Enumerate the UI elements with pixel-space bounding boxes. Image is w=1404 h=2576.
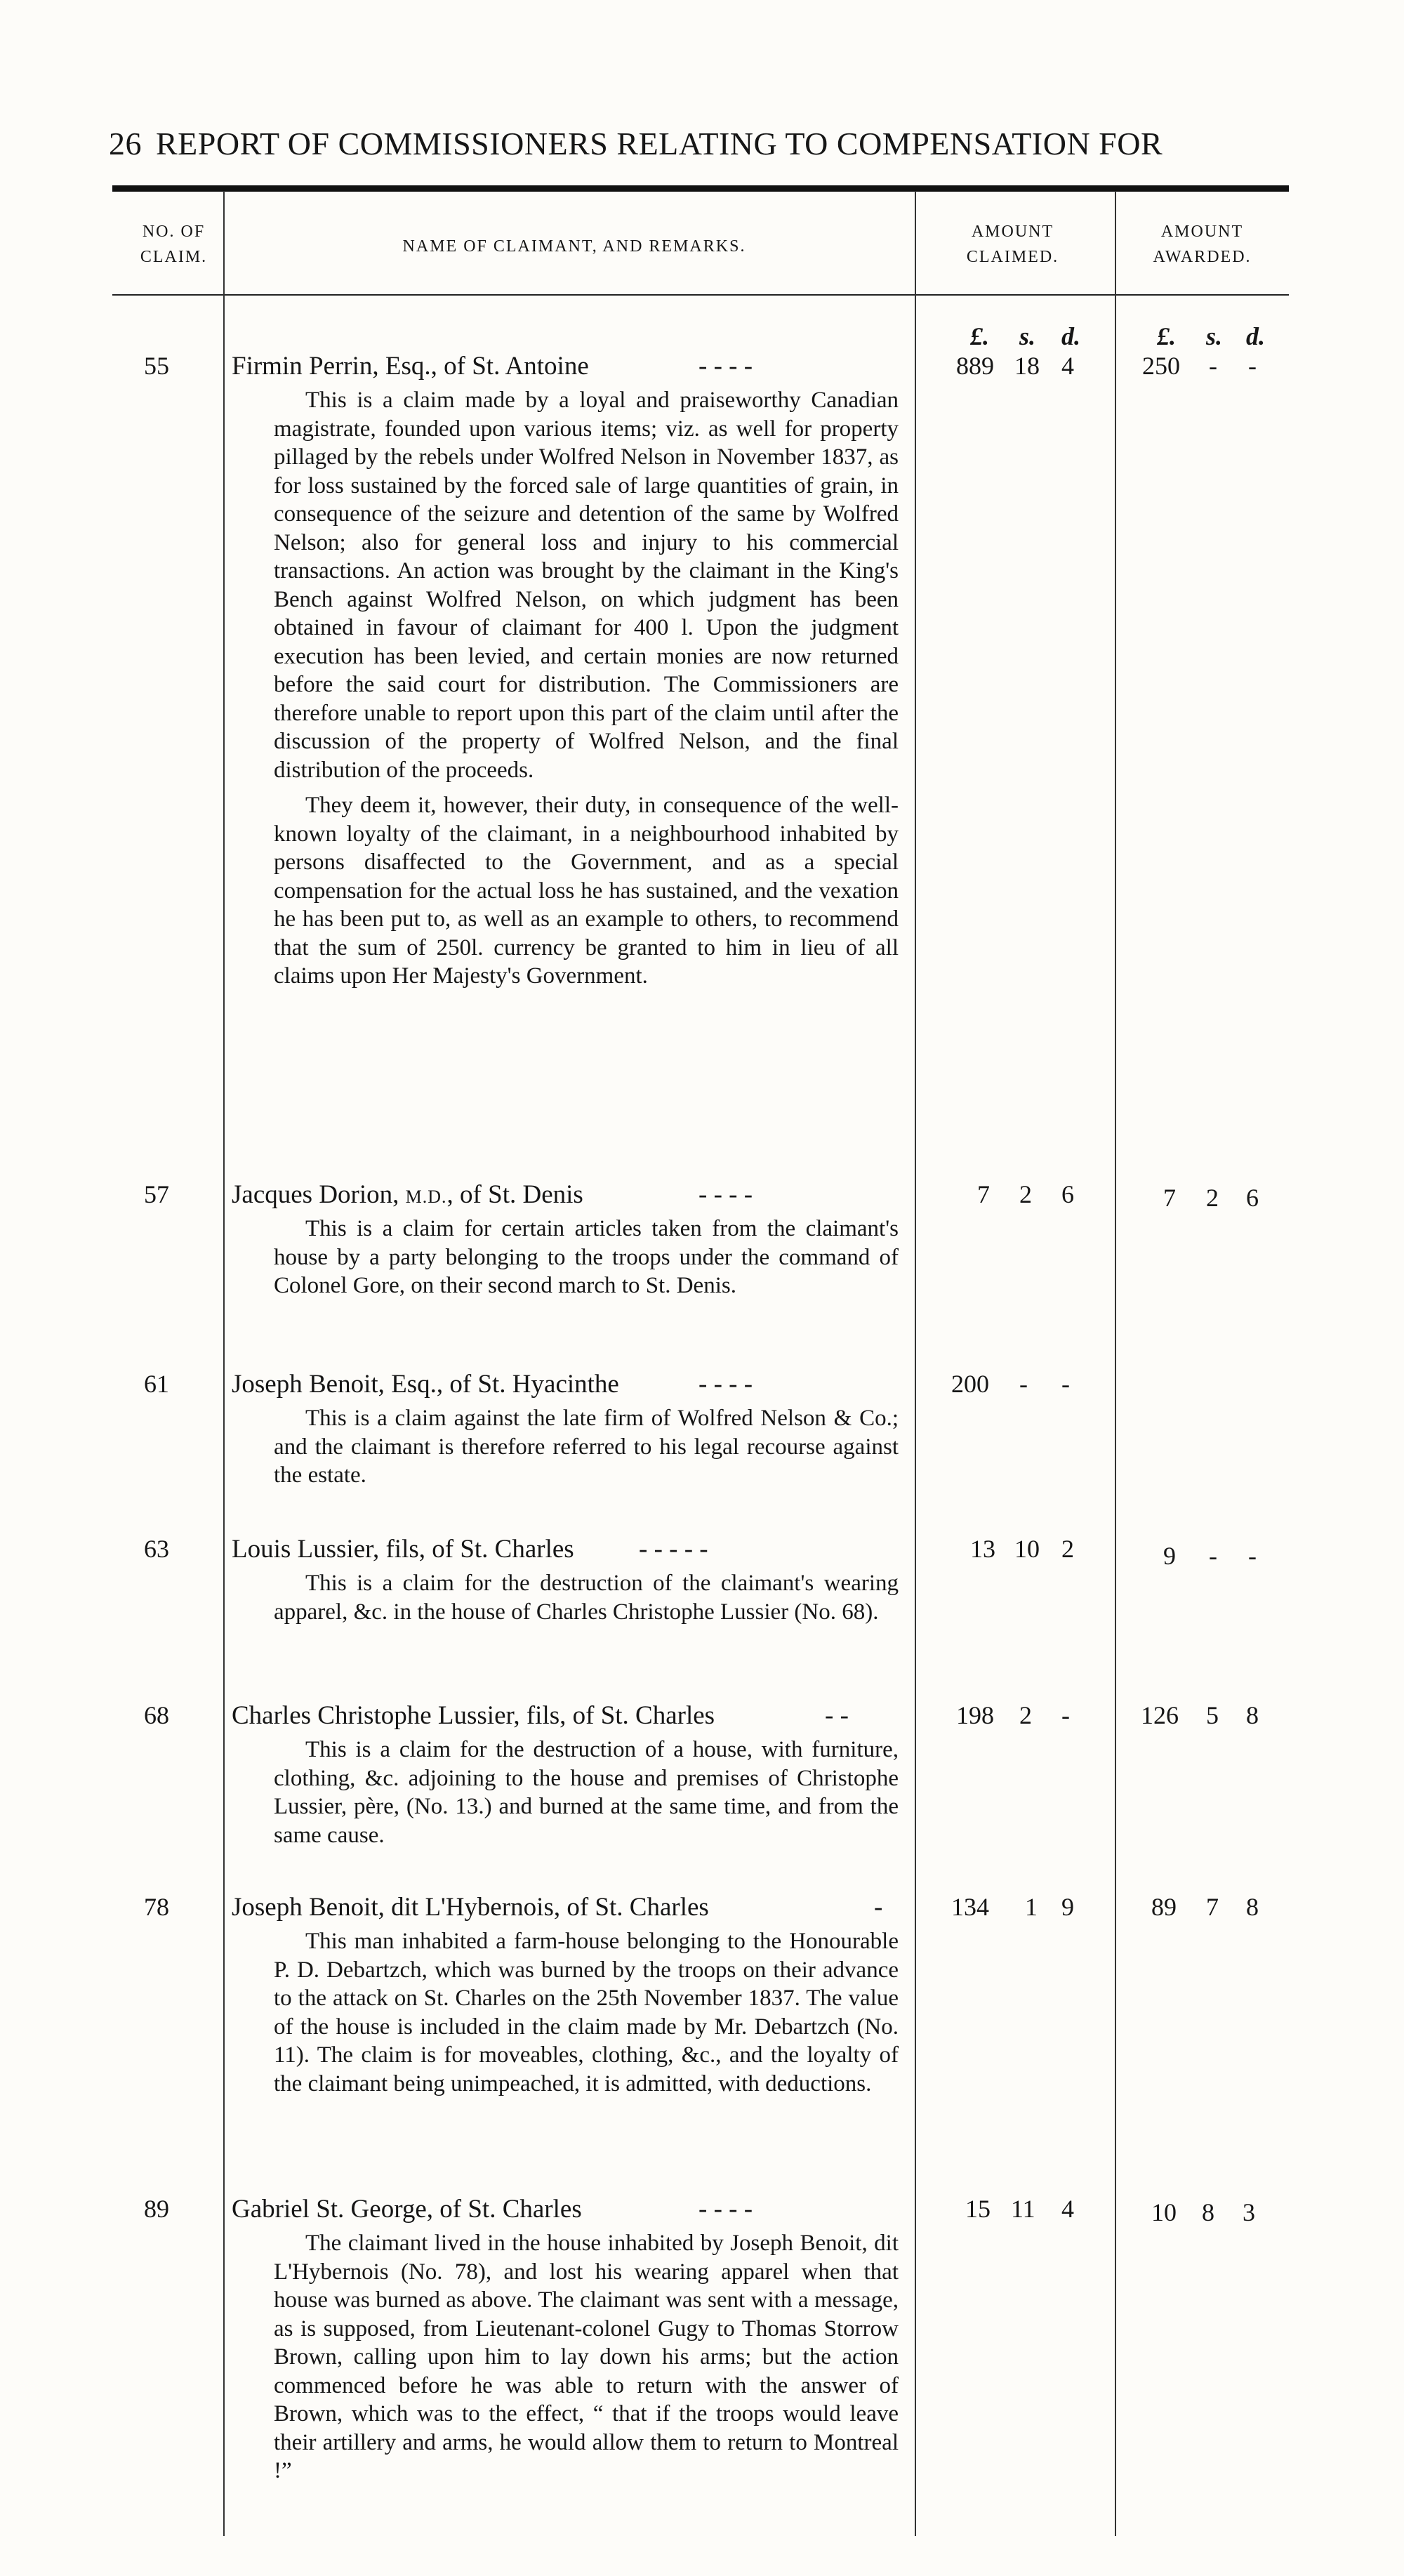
awarded-shillings: -: [1209, 1542, 1217, 1570]
claim-remarks: [274, 2229, 899, 2485]
awarded-pounds: 89: [1151, 1893, 1177, 1921]
awarded-pounds: 7: [1163, 1184, 1176, 1212]
awarded-pence: -: [1248, 1542, 1257, 1570]
awarded-pence: 6: [1246, 1184, 1259, 1212]
leader-dots: - - - -: [698, 2195, 753, 2224]
awarded-pounds: 126: [1141, 1701, 1179, 1729]
claimant-name: [232, 2194, 906, 2224]
awarded-pence: 8: [1246, 1893, 1259, 1921]
remark-paragraph: The claimant lived in the house inhabited by Joseph Benoit, dit L'Hybernois (No. 78), and lost his wearing apparel when that house was burned as above. The claimant was sent with a message, as is supposed, from Lieutenant-colonel Gugy to Thomas Storrow Brown, calling upon him to lay down his arms; but the action commenced before he was able to return with the answer of Brown, which was to the effect, “ that if the troops would leave their artillery and arms, he would allow them to return to Montreal !”: [274, 2231, 899, 2483]
awarded-pence: 3: [1243, 2198, 1255, 2226]
claimant-name-text: Gabriel St. George, of St. Charles: [232, 2195, 582, 2224]
awarded-pounds: 9: [1163, 1542, 1176, 1570]
claimant-name-text: Joseph Benoit, Esq., of St. Hyacinthe: [232, 1370, 619, 1399]
claim-remarks: [274, 386, 899, 991]
claimed-shillings-head: s.: [1019, 322, 1036, 350]
leader-dots: - -: [825, 1701, 849, 1730]
claimed-shillings: -: [1019, 1370, 1028, 1398]
leader-dots: - - - -: [698, 352, 753, 381]
claimed-pence: -: [1061, 1701, 1070, 1729]
awarded-pounds: 10: [1151, 2198, 1177, 2226]
claimed-pence: 2: [1061, 1535, 1074, 1563]
col-head-name: [237, 234, 911, 259]
remark-paragraph: They deem it, however, their duty, in consequence of the well-known loyalty of the claimant, in a neighbourhood inhabited by persons disaffected to the Government, and as a special compensation for the actual loss he has sustained, and the vexation he has been put to, as well as an example to others, to recommend that the sum of 250l. currency be granted to him in lieu of all claims upon Her Majesty's Government.: [274, 793, 899, 989]
claim-number: 55: [144, 352, 169, 380]
claimant-name-rest: , of St. Denis: [446, 1180, 583, 1209]
claim-number: 57: [144, 1180, 169, 1208]
claimed-shillings: 18: [1014, 352, 1040, 380]
col-head-no-claim-line2: CLAIM.: [140, 248, 208, 266]
header-rule: [112, 185, 1289, 192]
claimed-pence: -: [1061, 1370, 1070, 1398]
claim-remarks: [274, 1736, 899, 1849]
col-head-awarded-line1: AMOUNT: [1160, 223, 1244, 241]
claimant-name: [232, 1700, 906, 1731]
divider-name-claimed: [915, 191, 916, 2536]
claimed-pounds: 13: [970, 1535, 995, 1563]
col-head-awarded-line2: AWARDED.: [1153, 248, 1252, 266]
awarded-shillings: 7: [1206, 1893, 1219, 1921]
claimed-shillings: 11: [1011, 2195, 1035, 2223]
col-head-claimed-line2: CLAIMED.: [966, 248, 1059, 266]
claim-number: 61: [144, 1370, 169, 1398]
page-title: REPORT OF COMMISSIONERS RELATING TO COMPENSATION FOR: [156, 126, 1163, 161]
remark-paragraph: This is a claim for the destruction of the claimant's wearing apparel, &c. in the house of Charles Christophe Lussier (No. 68).: [274, 1571, 899, 1625]
col-head-awarded: [1116, 219, 1288, 270]
divider-claimed-awarded: [1115, 191, 1116, 2536]
col-head-claimed: [916, 219, 1109, 270]
claimed-pounds: 15: [965, 2195, 991, 2223]
claimed-shillings: 2: [1019, 1180, 1032, 1208]
awarded-pounds-head: £.: [1157, 322, 1176, 350]
awarded-pounds: 250: [1142, 352, 1180, 380]
awarded-pence-head: d.: [1246, 322, 1265, 350]
divider-number-name: [223, 191, 225, 2536]
awarded-shillings: 8: [1202, 2198, 1214, 2226]
col-head-claimed-line1: AMOUNT: [971, 223, 1054, 241]
claimant-name: [232, 1369, 906, 1399]
leader-dots: - - - -: [698, 1180, 753, 1209]
running-head: [109, 125, 1288, 162]
awarded-shillings: 2: [1206, 1184, 1219, 1212]
leader-dots: - - - - -: [639, 1535, 708, 1564]
claimant-name: [232, 351, 906, 381]
claimed-pence: 6: [1061, 1180, 1074, 1208]
remark-paragraph: This is a claim made by a loyal and praiseworthy Canadian magistrate, founded upon various items; viz. as well for property pillaged by the rebels under Wolfred Nelson in November 1837, as for loss sustained by the forced sale of large quantities of grain, in consequence of the seizure and detention of the same by Wolfred Nelson; also for general loss and injury to his commercial transactions. An action was brought by the claimant in the King's Bench against Wolfred Nelson, on which judgment has been obtained in favour of claimant for 400 l. Upon the judgment execution has been levied, and certain monies are now returned before the said court for distribution. The Commissioners are therefore unable to report upon this part of the claim until after the discussion of the property of Wolfred Nelson, and the final distribution of the proceeds.: [274, 388, 899, 783]
claim-number: 78: [144, 1893, 169, 1921]
claimed-shillings: 10: [1014, 1535, 1040, 1563]
claimed-pounds: 889: [956, 352, 994, 380]
claimant-name-text: Joseph Benoit, dit L'Hybernois, of St. Charles: [232, 1893, 709, 1922]
claimant-name-text: Jacques Dorion,: [232, 1180, 399, 1209]
claim-remarks: [274, 1569, 899, 1626]
remark-paragraph: This is a claim for the destruction of a house, with furniture, clothing, &c. adjoining to the house and premises of Christophe Lussier, père, (No. 13.) and burned at the same time, and from the same cause.: [274, 1737, 899, 1848]
claimed-pounds-head: £.: [970, 322, 989, 350]
awarded-shillings: -: [1209, 352, 1217, 380]
claim-remarks: [274, 1404, 899, 1490]
claimed-pounds: 198: [956, 1701, 994, 1729]
claim-remarks: [274, 1215, 899, 1300]
claimant-title: M.D.: [405, 1187, 447, 1207]
claimed-shillings: 2: [1019, 1701, 1032, 1729]
remark-paragraph: This man inhabited a farm-house belonging to the Honourable P. D. Debartzch, which was burned by the troops on their advance to the attack on St. Charles on the 25th November 1837. The value of the house is included in the claim made by Mr. Debartzch (No. 11). The claim is for moveables, clothing, &c., and the loyalty of the claimant being unimpeached, it is admitted, with deductions.: [274, 1929, 899, 2096]
column-head-rule: [112, 294, 1289, 296]
awarded-shillings-head: s.: [1206, 322, 1223, 350]
claimed-pounds: 134: [951, 1893, 989, 1921]
claimed-pence: 4: [1061, 352, 1074, 380]
awarded-pence: -: [1248, 352, 1257, 380]
claimed-pounds: 200: [951, 1370, 989, 1398]
col-head-name-text: NAME OF CLAIMANT, AND REMARKS.: [402, 237, 746, 256]
col-head-no-claim: [112, 219, 235, 270]
claim-number: 68: [144, 1701, 169, 1729]
remark-paragraph: This is a claim against the late firm of Wolfred Nelson & Co.; and the claimant is therefore referred to his legal recourse against the estate.: [274, 1406, 899, 1488]
claimed-shillings: 1: [1025, 1893, 1038, 1921]
page-number: 26: [109, 126, 142, 161]
claimed-pounds: 7: [977, 1180, 990, 1208]
claimed-pence-head: d.: [1061, 322, 1080, 350]
claimant-name-text: Charles Christophe Lussier, fils, of St. Charles: [232, 1701, 715, 1730]
claimant-name-text: Louis Lussier, fils, of St. Charles: [232, 1535, 574, 1564]
awarded-pence: 8: [1246, 1701, 1259, 1729]
leader-dots: - - - -: [698, 1370, 753, 1399]
col-head-no-claim-line1: NO. OF: [142, 223, 206, 241]
claim-number: 89: [144, 2195, 169, 2223]
claimant-name: [232, 1892, 906, 1922]
claimant-name: [232, 1534, 906, 1564]
claim-remarks: [274, 1927, 899, 2098]
claimed-pence: 9: [1061, 1893, 1074, 1921]
remark-paragraph: This is a claim for certain articles taken from the claimant's house by a party belonging to the troops under the command of Colonel Gore, on their second march to St. Denis.: [274, 1216, 899, 1298]
claimant-name: [232, 1180, 906, 1210]
claimant-name-text: Firmin Perrin, Esq., of St. Antoine: [232, 352, 589, 381]
leader-dots: -: [874, 1893, 883, 1922]
claim-number: 63: [144, 1535, 169, 1563]
claimed-pence: 4: [1061, 2195, 1074, 2223]
awarded-shillings: 5: [1206, 1701, 1219, 1729]
